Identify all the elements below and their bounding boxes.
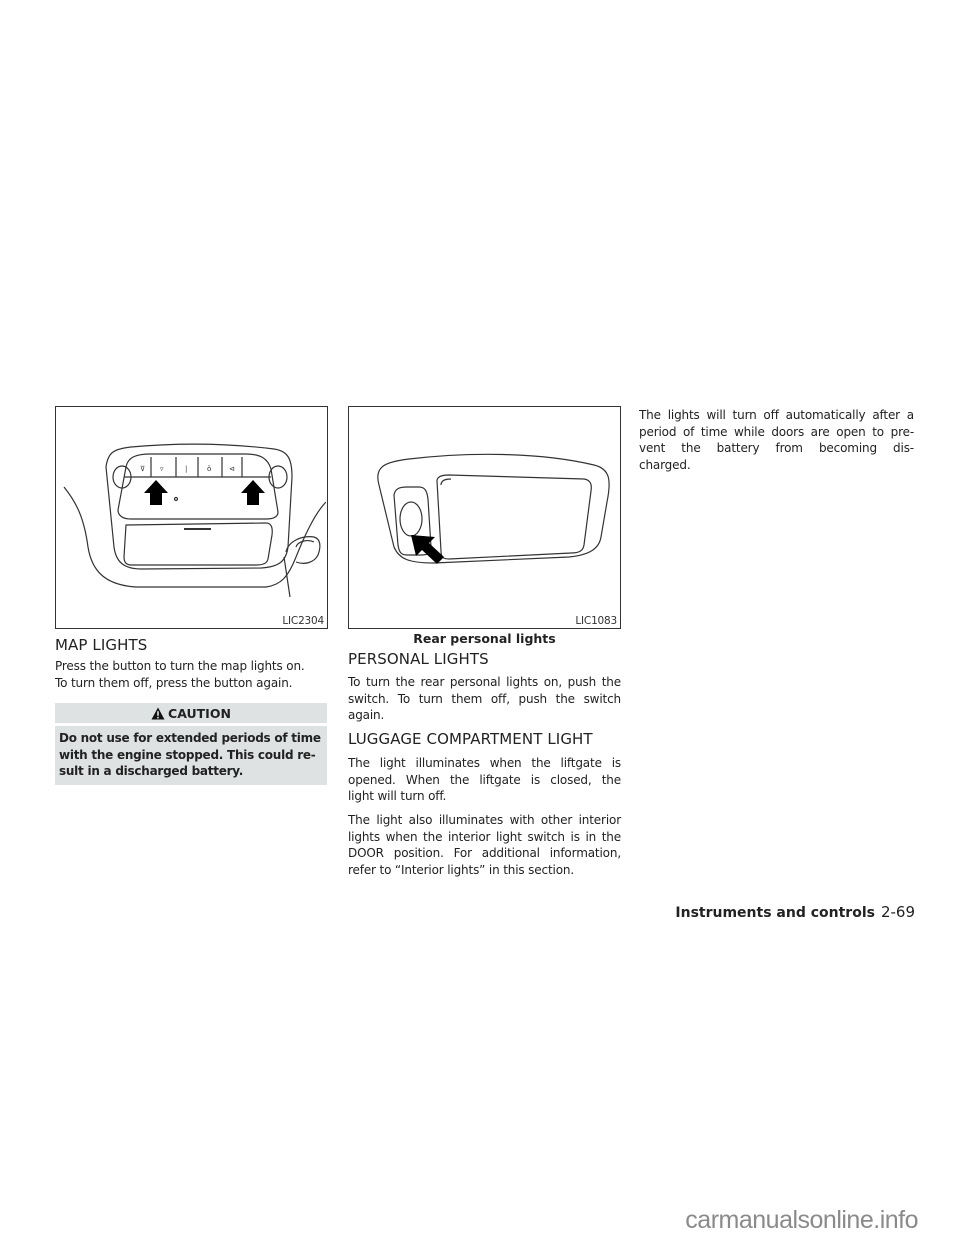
arrow-right-icon (241, 480, 265, 505)
arrow-left-icon (144, 480, 168, 505)
figure-id: LIC1083 (575, 615, 617, 627)
figure-map-lights (55, 406, 328, 629)
caution-text: Do not use for extended periods of time with the engine stopped. This could re- sult in a discharged battery. (55, 726, 327, 785)
page-number: 2-69 (880, 903, 915, 921)
personal-lights-text: To turn the rear personal lights on, push the switch. To turn them off, push the switch again. (348, 675, 621, 723)
caution-header (55, 703, 327, 723)
heading-luggage-light: LUGGAGE COMPARTMENT LIGHT (348, 730, 593, 748)
heading-personal-lights: PERSONAL LIGHTS (348, 650, 489, 668)
heading-map-lights: MAP LIGHTS (55, 636, 148, 654)
svg-text:ǒ: ǒ (207, 465, 212, 473)
map-lights-text: Press the button to turn the map lights on. To turn them off, press the button again. (55, 659, 305, 690)
svg-text:▿: ▿ (160, 465, 164, 473)
figure-caption: Rear personal lights (413, 631, 556, 646)
luggage-light-text-1: The light illuminates when the liftgate is opened. When the liftgate is closed, the light will turn off. (348, 756, 621, 804)
figure-rear-personal-lights (348, 406, 621, 629)
warning-triangle-icon (151, 707, 165, 720)
caution-label: CAUTION (168, 705, 231, 721)
auto-off-text: The lights will turn off automatically after a period of time while doors are open to pre- vent the battery from becoming dis- charged. (639, 408, 914, 472)
page-footer (675, 903, 915, 921)
svg-text:⊲: ⊲ (229, 465, 235, 473)
luggage-light-text-2: The light also illuminates with other interior lights when the interior light switch is in the DOOR position. For additional information, refer to “Interior lights” in this section. (348, 813, 621, 877)
figure-id: LIC2304 (282, 615, 324, 627)
svg-text:⊽: ⊽ (140, 465, 146, 473)
svg-text:|: | (185, 465, 188, 473)
rear-personal-lights-illustration (349, 407, 619, 617)
map-lights-illustration (56, 407, 326, 612)
section-title: Instruments and controls (675, 905, 875, 921)
arrow-diagonal-icon (411, 535, 444, 564)
watermark: carmanualsonline.info (685, 1206, 918, 1234)
